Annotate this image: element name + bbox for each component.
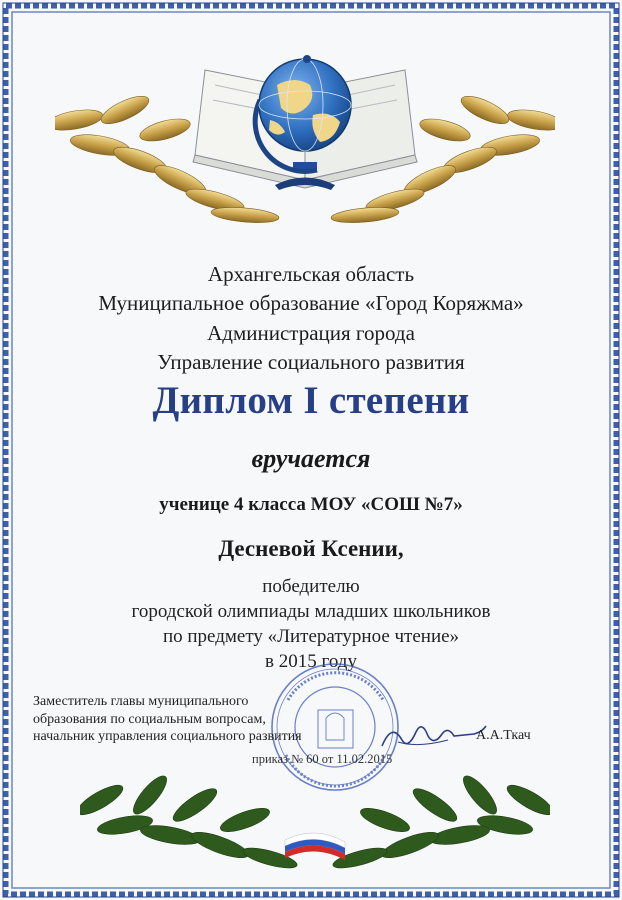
year-line: в 2015 году [265,651,357,672]
winner-label: победителю [262,576,360,597]
signatory-position [33,693,302,746]
olympiad-line: городской олимпиады младших школьников [131,601,491,622]
order-reference: приказ № 60 от 11.02.2015 [252,752,393,766]
awarded-label: вручается [251,444,371,473]
region-line: Архангельская область [207,262,415,286]
signatory-position-line2: образования по социальным вопросам, [33,711,266,727]
municipality-line: Муниципальное образование «Город Коряжма» [98,291,524,315]
signatory-name: А.А.Ткач [476,728,531,743]
department-line: Управление социального развития [157,350,465,374]
diploma-title: Диплом I степени [152,379,470,422]
signatory-position-line1: Заместитель главы муниципального [33,694,249,709]
subject-line: по предмету «Литературное чтение» [162,626,460,647]
flag-ribbon-icon [285,833,345,860]
student-class-line: ученице 4 класса МОУ «СОШ №7» [159,494,463,515]
book-globe-laurel-emblem [55,30,555,230]
green-branches-icon [80,770,550,880]
recipient-name: Десневой Ксении, [218,536,404,561]
administration-line: Администрация города [207,321,415,345]
handwritten-signature-icon [378,712,488,754]
signatory-position-line3: начальник управления социального развития [33,729,302,744]
